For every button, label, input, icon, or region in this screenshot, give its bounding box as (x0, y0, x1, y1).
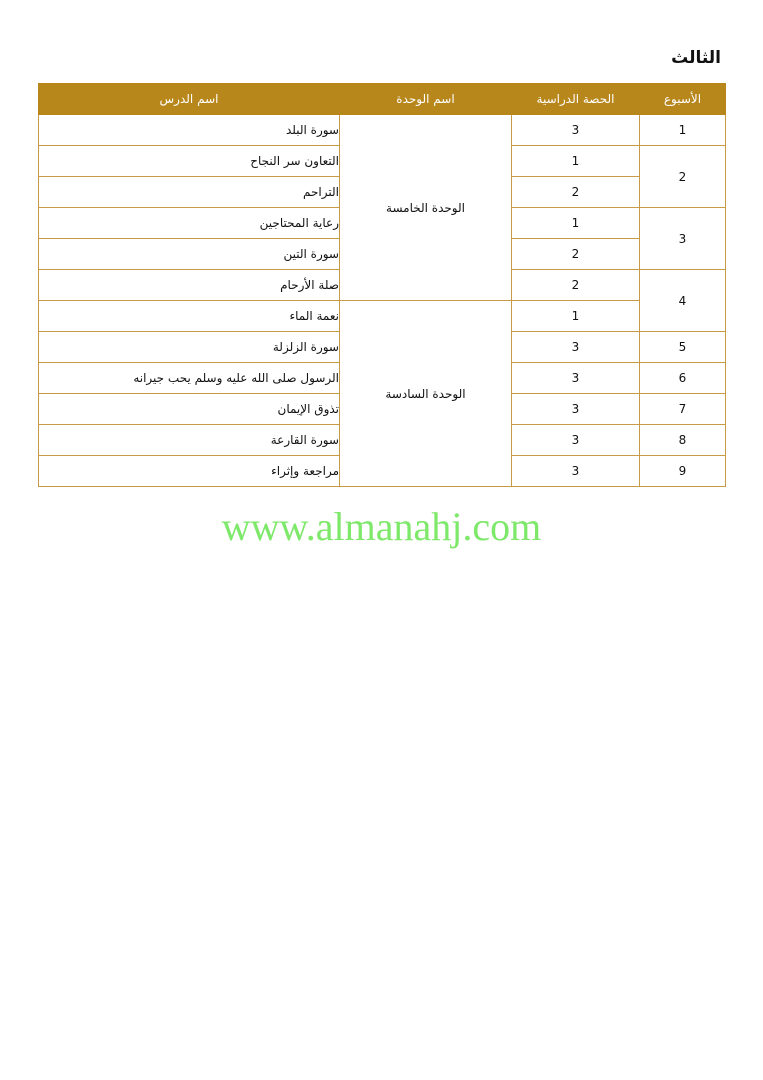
week-cell: 9 (640, 456, 726, 487)
week-cell: 7 (640, 394, 726, 425)
table-row (39, 301, 726, 332)
period-cell: 3 (512, 456, 640, 487)
lesson-cell: سورة البلد (39, 115, 340, 146)
period-cell: 1 (512, 208, 640, 239)
header-week: الأسبوع (640, 84, 726, 115)
header-period: الحصة الدراسية (512, 84, 640, 115)
page-heading: الثالث (671, 48, 721, 68)
unit-cell: الوحدة الخامسة (340, 115, 512, 301)
unit-cell: الوحدة السادسة (340, 301, 512, 487)
lesson-plan-table (38, 83, 726, 487)
week-cell: 3 (640, 208, 726, 270)
week-cell: 1 (640, 115, 726, 146)
period-cell: 2 (512, 177, 640, 208)
week-cell: 8 (640, 425, 726, 456)
period-cell: 1 (512, 301, 640, 332)
table-row (39, 115, 726, 146)
week-cell: 6 (640, 363, 726, 394)
lesson-cell: سورة القارعة (39, 425, 340, 456)
period-cell: 3 (512, 394, 640, 425)
period-cell: 2 (512, 239, 640, 270)
lesson-cell: مراجعة وإثراء (39, 456, 340, 487)
lesson-cell: التراحم (39, 177, 340, 208)
lesson-cell: سورة التين (39, 239, 340, 270)
lesson-cell: الرسول صلى الله عليه وسلم يحب جيرانه (39, 363, 340, 394)
lesson-cell: نعمة الماء (39, 301, 340, 332)
table-header-row (39, 84, 726, 115)
lesson-cell: التعاون سر النجاح (39, 146, 340, 177)
week-cell: 2 (640, 146, 726, 208)
lesson-cell: تذوق الإيمان (39, 394, 340, 425)
lesson-cell: سورة الزلزلة (39, 332, 340, 363)
period-cell: 3 (512, 363, 640, 394)
watermark-url: www.almanahj.com (221, 504, 542, 549)
header-lesson: اسم الدرس (39, 84, 340, 115)
period-cell: 3 (512, 115, 640, 146)
period-cell: 3 (512, 425, 640, 456)
period-cell: 3 (512, 332, 640, 363)
lesson-cell: صلة الأرحام (39, 270, 340, 301)
period-cell: 1 (512, 146, 640, 177)
week-cell: 4 (640, 270, 726, 332)
period-cell: 2 (512, 270, 640, 301)
week-cell: 5 (640, 332, 726, 363)
header-unit: اسم الوحدة (340, 84, 512, 115)
lesson-cell: رعاية المحتاجين (39, 208, 340, 239)
